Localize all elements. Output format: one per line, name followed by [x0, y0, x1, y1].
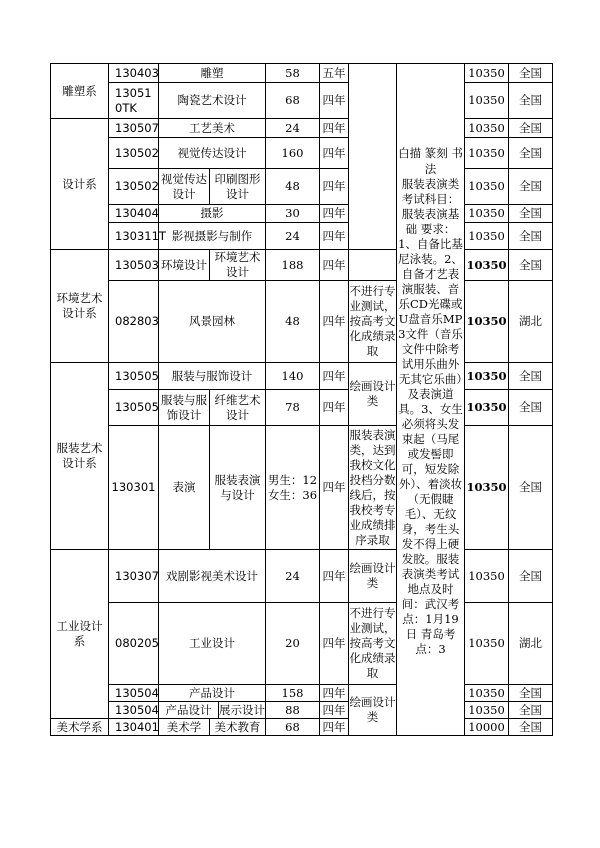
major-cell: 产品设计: [159, 685, 266, 702]
requirements-cell: [397, 64, 465, 736]
years-cell: 四年: [320, 83, 349, 119]
region-cell: 全国: [509, 363, 553, 390]
plan-cell: 24: [266, 550, 320, 603]
region-cell: 湖北: [509, 603, 553, 685]
years-cell: 四年: [320, 250, 349, 281]
table-row: [51, 719, 553, 736]
region-cell: 全国: [509, 205, 553, 223]
major-cell: 雕塑: [159, 64, 266, 83]
major-cell: 表演: [159, 426, 210, 550]
years-cell: 四年: [320, 138, 349, 169]
plan-cell: 188: [266, 250, 320, 281]
table-row: [51, 64, 553, 83]
years-cell: 四年: [320, 685, 349, 702]
fee-cell: 10350: [465, 281, 509, 363]
region-cell: 全国: [509, 250, 553, 281]
table-row: [51, 205, 553, 223]
fee-cell: 10000: [465, 719, 509, 736]
direction-cell: 展示设计: [219, 702, 265, 717]
fee-cell: 10350: [465, 223, 509, 250]
region-cell: 全国: [509, 83, 553, 119]
table-row: [51, 426, 553, 550]
years-cell: 四年: [320, 426, 349, 550]
plan-cell: 68: [266, 719, 320, 736]
code-cell: 130503: [109, 250, 159, 281]
table-row: [51, 685, 553, 702]
table-row: [51, 223, 553, 250]
code-cell: 130510TK: [109, 83, 159, 119]
fee-cell: 10350: [465, 550, 509, 603]
fee-cell: 10350: [465, 64, 509, 83]
code-cell: 082803: [109, 281, 159, 363]
dept-cell: 服装艺术设计系: [51, 363, 109, 550]
code-cell: 130301: [109, 426, 159, 550]
region-cell: 全国: [509, 119, 553, 138]
region-cell: 全国: [509, 138, 553, 169]
dept-cell: 雕塑系: [51, 64, 109, 119]
years-cell: 四年: [320, 223, 349, 250]
major-cell: 影视摄影与制作: [159, 223, 266, 250]
fee-cell: 10350: [465, 119, 509, 138]
region-cell: 全国: [509, 426, 553, 550]
sculpt-subjects: 白描 篆刻 书法: [398, 145, 463, 176]
code-cell: 130401: [109, 719, 159, 736]
plan-cell: [266, 426, 320, 550]
region-cell: 全国: [509, 390, 553, 426]
table-row: [51, 281, 553, 363]
years-cell: 四年: [320, 550, 349, 603]
code-cell: 080205: [109, 603, 159, 685]
fee-cell: 10350: [465, 83, 509, 119]
table-row: [51, 390, 553, 426]
fee-cell: 10350: [465, 390, 509, 426]
code-cell: 130504: [109, 702, 159, 719]
major-cell: 产品设计: [159, 702, 219, 719]
code-cell: 130507: [109, 119, 159, 138]
plan-cell: 20: [266, 603, 320, 685]
major-cell: 视觉传达设计: [159, 138, 266, 169]
plan-cell: 24: [266, 223, 320, 250]
table-row: [51, 138, 553, 169]
years-cell: 四年: [320, 390, 349, 426]
fee-cell: 10350: [465, 205, 509, 223]
code-cell: 130504: [109, 685, 159, 702]
code-cell: 130502: [109, 169, 159, 205]
region-cell: 湖北: [509, 281, 553, 363]
code-cell: 130404: [109, 205, 159, 223]
major-cell: 服装与服饰设计: [159, 390, 210, 426]
major-cell: 戏剧影视美术设计: [159, 550, 266, 603]
table-row: [51, 119, 553, 138]
exam-type-cell: 服装表演类，达到我校文化投档分数线后，按我校考专业成绩排序录取: [349, 426, 397, 550]
fee-cell: 10350: [465, 250, 509, 281]
fee-cell: 10350: [465, 426, 509, 550]
major-cell: 风景园林: [159, 281, 266, 363]
major-cell: 环境设计: [159, 250, 210, 281]
direction-cell: 纤维艺术设计: [210, 390, 266, 426]
fee-cell: 10350: [465, 603, 509, 685]
major-cell: 服装与服饰设计: [159, 363, 266, 390]
table-row: [51, 83, 553, 119]
dept-cell: 工业设计系: [51, 550, 109, 719]
table-row: [51, 363, 553, 390]
major-cell: 摄影: [159, 205, 266, 223]
code-cell: 130505: [109, 363, 159, 390]
region-cell: 全国: [509, 685, 553, 702]
fee-cell: 10350: [465, 363, 509, 390]
exam-blank-cell: [349, 250, 397, 281]
region-cell: 全国: [509, 64, 553, 83]
table-row: [51, 250, 553, 281]
plan-cell: 140: [266, 363, 320, 390]
fee-cell: 10350: [465, 138, 509, 169]
region-cell: 全国: [509, 169, 553, 205]
code-cell: 130311T: [109, 223, 159, 250]
years-cell: 四年: [320, 702, 349, 719]
direction-cell: 环境艺术设计: [210, 250, 266, 281]
table-row: [51, 702, 553, 719]
region-cell: 全国: [509, 719, 553, 736]
dept-cell: 环境艺术设计系: [51, 250, 109, 363]
dept-cell: 设计系: [51, 119, 109, 250]
plan-cell: 88: [266, 702, 320, 719]
direction-cell: 印刷图形设计: [210, 169, 266, 205]
years-cell: 四年: [320, 205, 349, 223]
region-cell: 全国: [509, 550, 553, 603]
exam-type-cell: 绘画设计类: [349, 685, 397, 736]
plan-female: 女生：36: [267, 487, 318, 502]
years-cell: 五年: [320, 64, 349, 83]
years-cell: 四年: [320, 281, 349, 363]
major-cell: 工业设计: [159, 603, 266, 685]
exam-blank-cell: [349, 64, 397, 250]
region-cell: 全国: [509, 223, 553, 250]
plan-cell: 158: [266, 685, 320, 702]
fee-cell: 10350: [465, 685, 509, 702]
plan-cell: 160: [266, 138, 320, 169]
exam-type-cell: 绘画设计类: [349, 550, 397, 603]
fee-cell: 10350: [465, 169, 509, 205]
exam-type-cell: 绘画设计类: [349, 363, 397, 426]
major-cell: 工艺美术: [159, 119, 266, 138]
major-cell: 陶瓷艺术设计: [159, 83, 266, 119]
plan-cell: 48: [266, 169, 320, 205]
code-cell: 130502: [109, 138, 159, 169]
dept-cell: 美术学系: [51, 719, 109, 736]
code-cell: 130307: [109, 550, 159, 603]
region-cell: 全国: [509, 702, 553, 719]
plan-cell: 78: [266, 390, 320, 426]
years-cell: 四年: [320, 719, 349, 736]
plan-cell: 68: [266, 83, 320, 119]
table-row: [51, 550, 553, 603]
exam-type-cell: 不进行专业测试，按高考文化成绩录取: [349, 603, 397, 685]
major-cell: 视觉传达设计: [159, 169, 210, 205]
direction-cell: 服装表演与设计: [210, 426, 266, 550]
years-cell: 四年: [320, 119, 349, 138]
years-cell: 四年: [320, 169, 349, 205]
table-row: [51, 169, 553, 205]
plan-cell: 24: [266, 119, 320, 138]
plan-male: 男生：12: [267, 472, 318, 487]
plan-cell: 58: [266, 64, 320, 83]
major-cell: 美术学: [159, 719, 210, 736]
years-cell: 四年: [320, 603, 349, 685]
admission-table: [50, 63, 553, 736]
code-cell: 130505: [109, 390, 159, 426]
plan-cell: 30: [266, 205, 320, 223]
code-cell: 130403: [109, 64, 159, 83]
plan-cell: 48: [266, 281, 320, 363]
table-row: [51, 603, 553, 685]
direction-cell: 美术教育: [210, 719, 266, 736]
years-cell: 四年: [320, 363, 349, 390]
exam-type-cell: 不进行专业测试，按高考文化成绩录取: [349, 281, 397, 363]
requirements-text: 服装表演类考试科目：服装表演基础 要求：1、自备比基尼泳装。2、自备才艺表演服装、音乐CD光碟或U盘音乐MP3文件（音乐文件中除考试用乐曲外无其它乐曲）及表演道具。3、女生必须将头发束起（马尾或发髻即可，短发除外）、着淡妆（无假睫毛）、无纹身，考生头发不得上硬发胶。服装表演类考试地点及时间：武汉考点：1月19日 青岛考点：3: [398, 176, 463, 656]
fee-cell: 10350: [465, 702, 509, 719]
